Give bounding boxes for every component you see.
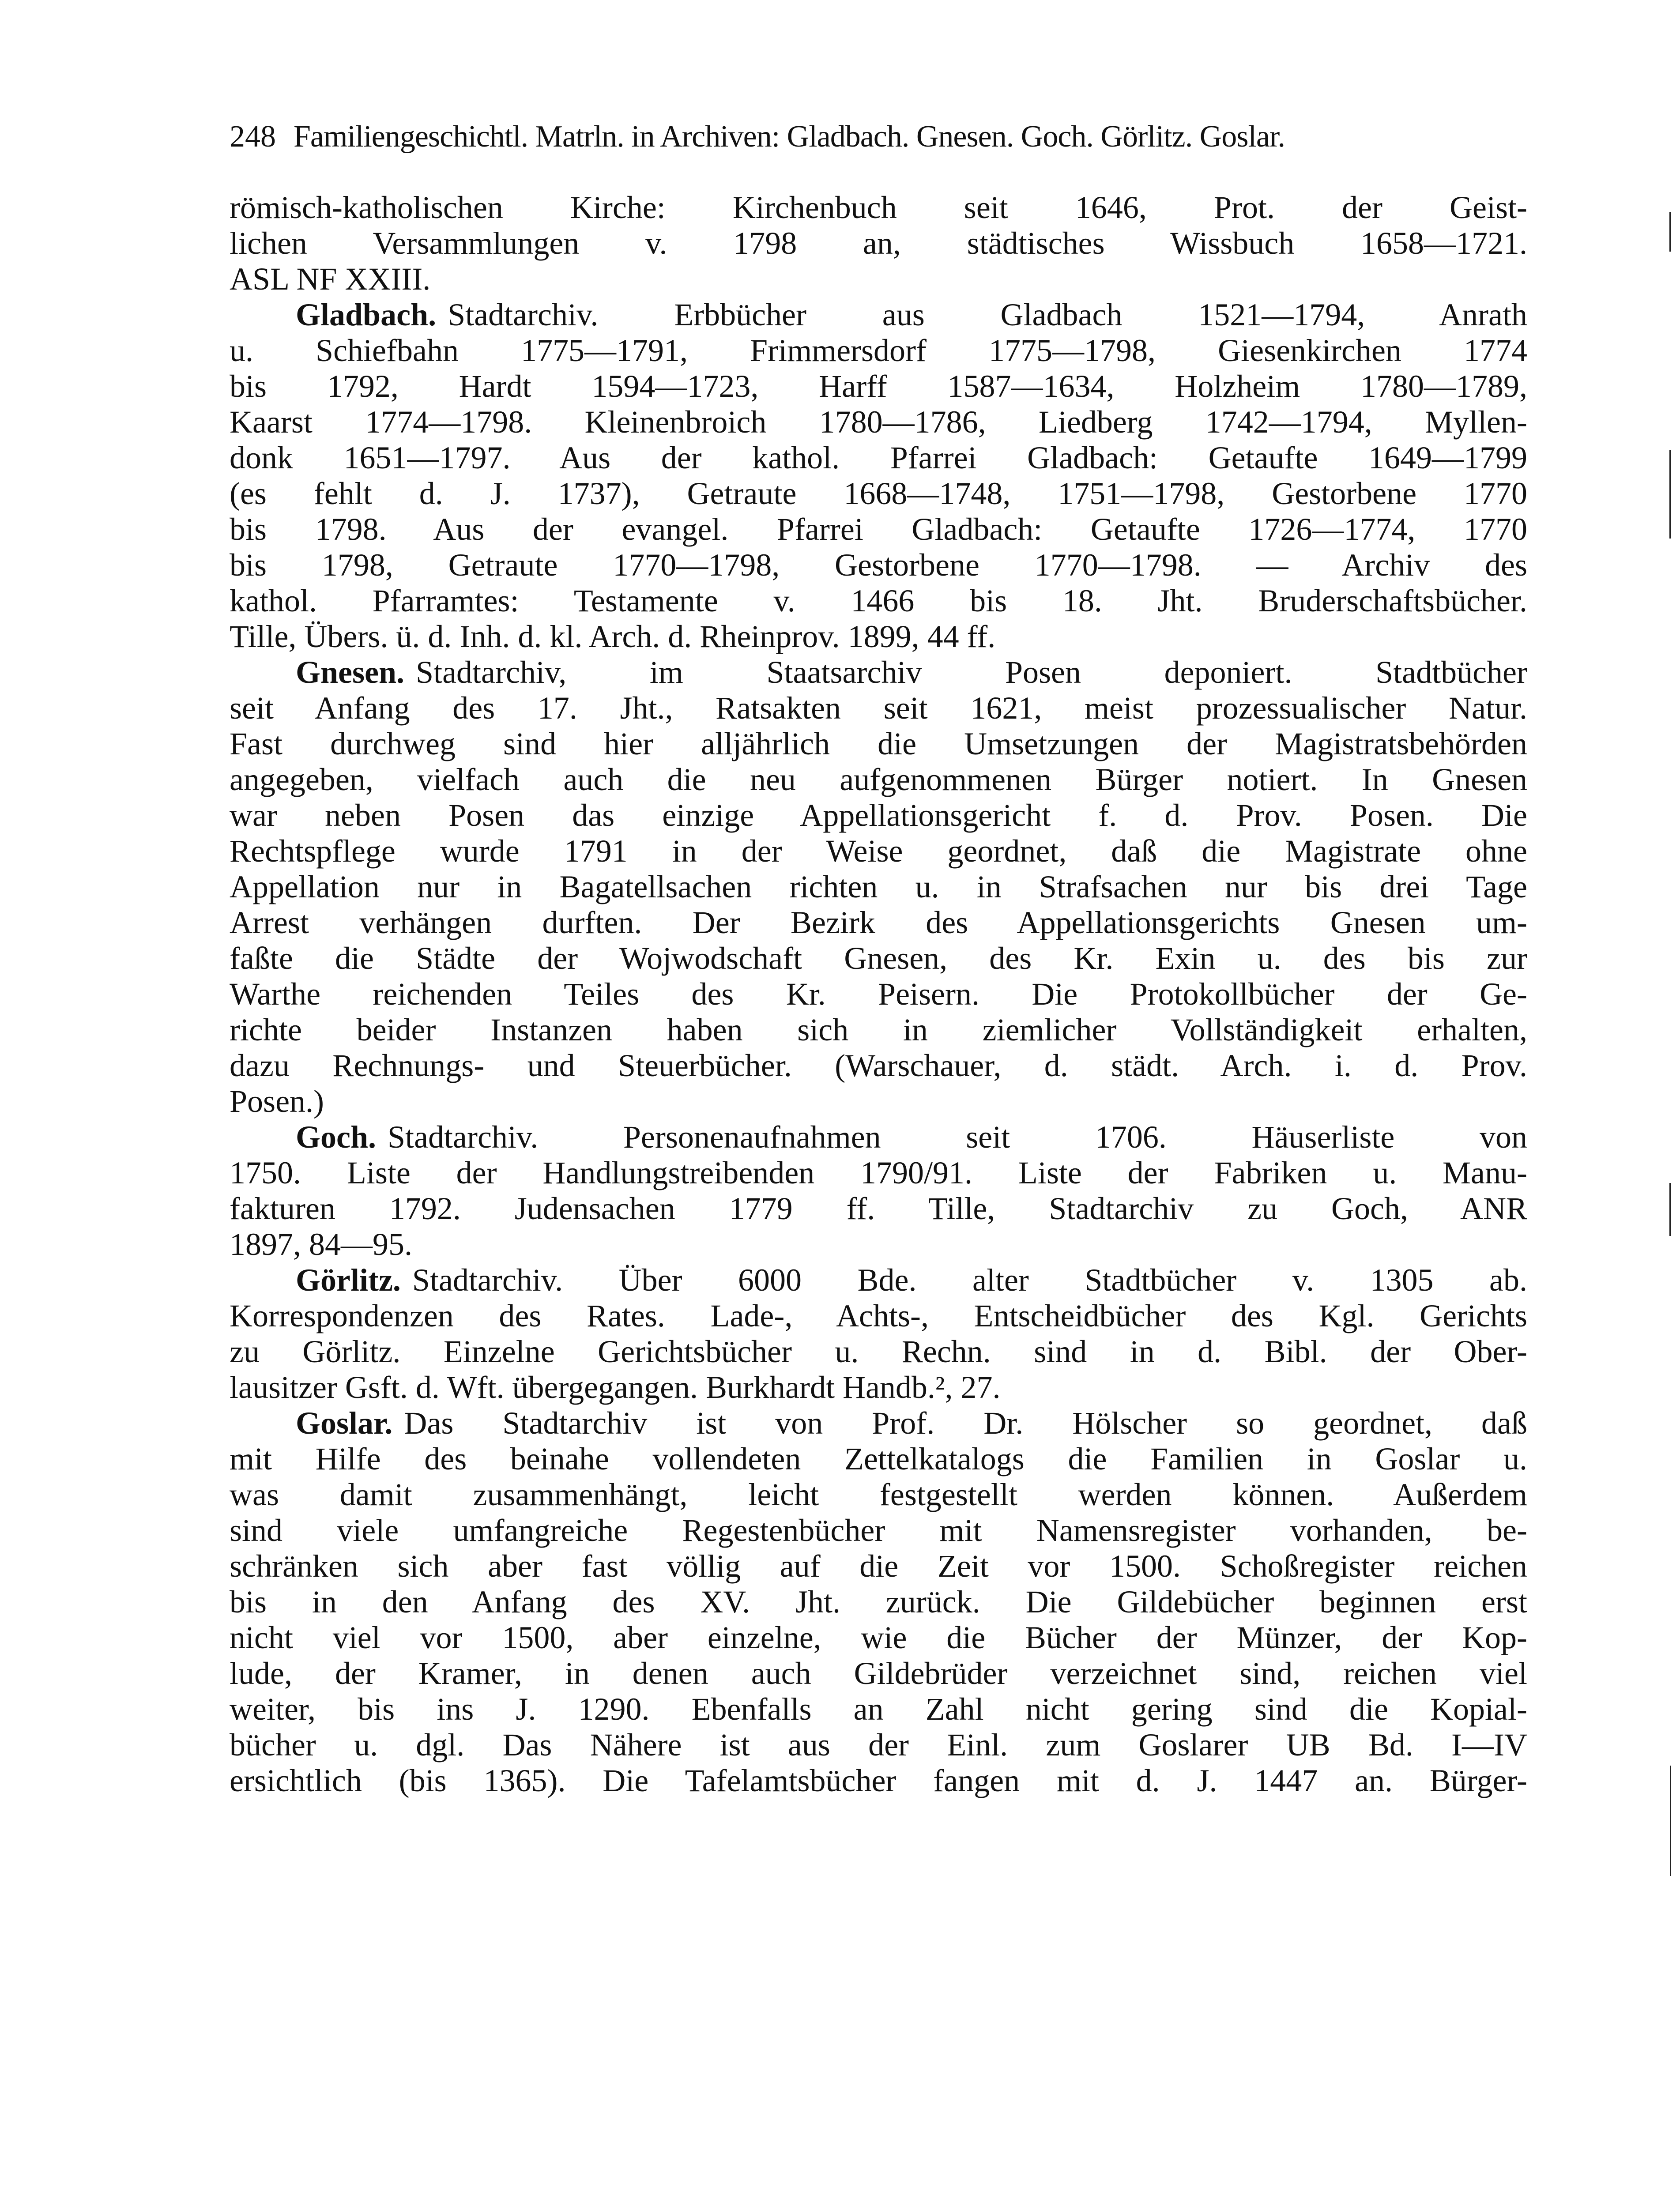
text-line: Tille, Übers. ü. d. Inh. d. kl. Arch. d. Rheinprov. 1899, 44 ff.	[230, 619, 996, 654]
text-line: sind viele umfangreiche Regestenbücher mit Namensregister vorhanden, be-	[230, 1513, 1527, 1548]
text-line: donk 1651—1797. Aus der kathol. Pfarrei Gladbach: Getaufte 1649—1799	[230, 440, 1527, 475]
paragraph	[230, 1405, 1527, 1799]
page-number: 248	[230, 120, 276, 154]
text-line: fakturen 1792. Judensachen 1779 ff. Tille, Stadtarchiv zu Goch, ANR	[230, 1191, 1527, 1226]
running-title: Familiengeschichtl. Matrln. in Archiven: Gladbach. Gnesen. Goch. Görlitz. Goslar.	[294, 120, 1285, 154]
paragraph	[230, 1119, 1527, 1262]
text-line: nicht viel vor 1500, aber einzelne, wie die Bücher der Münzer, der Kop-	[230, 1620, 1527, 1655]
scan-edge-mark	[1670, 1766, 1671, 1876]
line-text: Stadtarchiv. Personenaufnahmen seit 1706. Häuserliste von	[388, 1119, 1527, 1155]
text-line: kathol. Pfarramtes: Testamente v. 1466 bis 18. Jht. Bruderschaftsbücher.	[230, 583, 1527, 618]
paragraph	[230, 1262, 1527, 1405]
text-line: lausitzer Gsft. d. Wft. übergegangen. Burkhardt Handb.², 27.	[230, 1370, 1001, 1405]
page-body	[230, 190, 1527, 1799]
text-line: 1750. Liste der Handlungstreibenden 1790/91. Liste der Fabriken u. Manu-	[230, 1155, 1527, 1190]
text-line: Kaarst 1774—1798. Kleinenbroich 1780—1786, Liedberg 1742—1794, Myllen-	[230, 404, 1527, 440]
text-line: Fast durchweg sind hier alljährlich die Umsetzungen der Magistratsbehörden	[230, 726, 1527, 761]
line-text: Stadtarchiv. Erbbücher aus Gladbach 1521—1794, Anrath	[448, 297, 1527, 332]
scan-edge-mark	[1669, 450, 1671, 539]
section-heading: Gladbach.	[296, 297, 437, 332]
text-line: war neben Posen das einzige Appellationsgericht f. d. Prov. Posen. Die	[230, 798, 1527, 833]
text-line	[230, 1405, 1527, 1441]
text-line: faßte die Städte der Wojwodschaft Gnesen, des Kr. Exin u. des bis zur	[230, 941, 1527, 976]
text-line: bis 1792, Hardt 1594—1723, Harff 1587—1634, Holzheim 1780—1789,	[230, 369, 1527, 404]
text-line	[230, 297, 1527, 333]
paragraph	[230, 297, 1527, 655]
text-line: zu Görlitz. Einzelne Gerichtsbücher u. Rechn. sind in d. Bibl. der Ober-	[230, 1334, 1527, 1369]
text-line: angegeben, vielfach auch die neu aufgenommenen Bürger notiert. In Gnesen	[230, 762, 1527, 797]
line-text: Das Stadtarchiv ist von Prof. Dr. Hölscher so geordnet, daß	[404, 1405, 1527, 1441]
text-line: weiter, bis ins J. 1290. Ebenfalls an Zahl nicht gering sind die Kopial-	[230, 1691, 1527, 1727]
text-line: Arrest verhängen durften. Der Bezirk des Appellationsgerichts Gnesen um-	[230, 905, 1527, 940]
text-line: Warthe reichenden Teiles des Kr. Peisern. Die Protokollbücher der Ge-	[230, 976, 1527, 1012]
text-line: u. Schiefbahn 1775—1791, Frimmersdorf 1775—1798, Giesenkirchen 1774	[230, 333, 1527, 368]
line-text: Stadtarchiv, im Staatsarchiv Posen deponiert. Stadtbücher	[416, 655, 1527, 690]
text-line: bis in den Anfang des XV. Jht. zurück. Die Gildebücher beginnen erst	[230, 1584, 1527, 1619]
text-line: mit Hilfe des beinahe vollendeten Zettelkatalogs die Familien in Goslar u.	[230, 1441, 1527, 1476]
section-heading: Gnesen.	[296, 655, 405, 690]
section-heading: Goslar.	[296, 1405, 393, 1441]
running-header	[230, 117, 1536, 157]
paragraph	[230, 655, 1527, 1119]
text-line: richte beider Instanzen haben sich in ziemlicher Vollständigkeit erhalten,	[230, 1012, 1527, 1047]
text-line: bis 1798. Aus der evangel. Pfarrei Gladbach: Getaufte 1726—1774, 1770	[230, 512, 1527, 547]
scan-edge-mark	[1669, 212, 1671, 252]
text-line: ASL NF XXIII.	[230, 261, 431, 297]
text-line: dazu Rechnungs- und Steuerbücher. (Warschauer, d. städt. Arch. i. d. Prov.	[230, 1048, 1527, 1083]
text-line: Appellation nur in Bagatellsachen richten u. in Strafsachen nur bis drei Tage	[230, 869, 1527, 904]
text-line: Korrespondenzen des Rates. Lade-, Achts-, Entscheidbücher des Kgl. Gerichts	[230, 1298, 1527, 1333]
line-text: Stadtarchiv. Über 6000 Bde. alter Stadtbücher v. 1305 ab.	[412, 1262, 1527, 1298]
text-line: Posen.)	[230, 1084, 324, 1119]
section-heading: Görlitz.	[296, 1262, 401, 1298]
text-line: schränken sich aber fast völlig auf die Zeit vor 1500. Schoßregister reichen	[230, 1548, 1527, 1584]
text-line: lude, der Kramer, in denen auch Gildebrüder verzeichnet sind, reichen viel	[230, 1656, 1527, 1691]
text-line: ersichtlich (bis 1365). Die Tafelamtsbücher fangen mit d. J. 1447 an. Bürger-	[230, 1763, 1527, 1798]
text-line: was damit zusammenhängt, leicht festgestellt werden können. Außerdem	[230, 1477, 1527, 1512]
text-line: römisch-katholischen Kirche: Kirchenbuch seit 1646, Prot. der Geist-	[230, 190, 1527, 225]
text-line	[230, 655, 1527, 690]
text-line: bücher u. dgl. Das Nähere ist aus der Einl. zum Goslarer UB Bd. I—IV	[230, 1727, 1527, 1763]
paragraph	[230, 190, 1527, 297]
text-line: (es fehlt d. J. 1737), Getraute 1668—1748, 1751—1798, Gestorbene 1770	[230, 476, 1527, 511]
section-heading: Goch.	[296, 1119, 377, 1155]
text-line: bis 1798, Getraute 1770—1798, Gestorbene 1770—1798. — Archiv des	[230, 547, 1527, 583]
text-line: 1897, 84—95.	[230, 1227, 412, 1262]
text-line	[230, 1262, 1527, 1298]
text-line	[230, 1119, 1527, 1155]
text-line: Rechtspflege wurde 1791 in der Weise geordnet, daß die Magistrate ohne	[230, 833, 1527, 869]
text-line: seit Anfang des 17. Jht., Ratsakten seit 1621, meist prozessualischer Natur.	[230, 690, 1527, 726]
text-line: lichen Versammlungen v. 1798 an, städtisches Wissbuch 1658—1721.	[230, 226, 1527, 261]
scan-edge-mark	[1669, 1183, 1671, 1236]
